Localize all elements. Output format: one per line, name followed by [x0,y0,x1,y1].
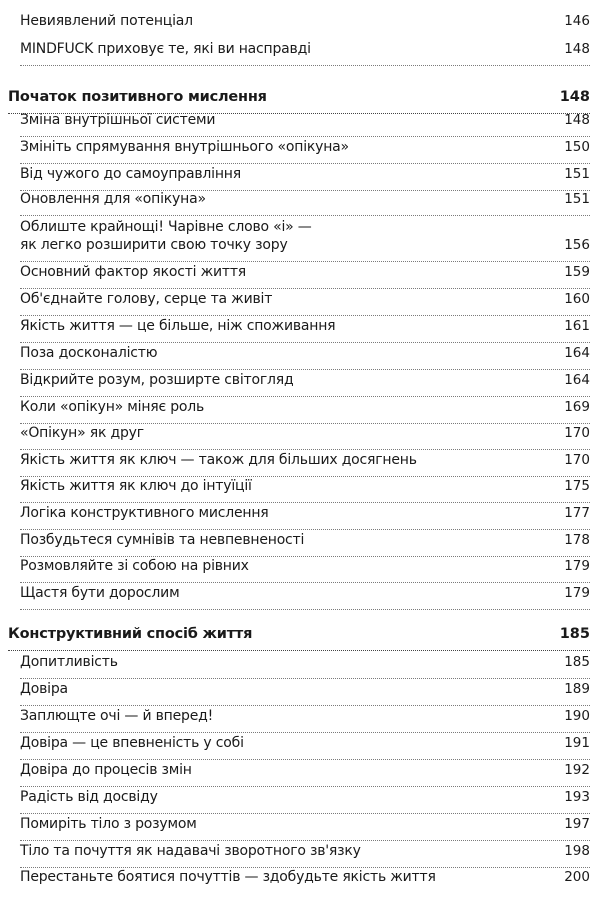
toc-entry-page: 170 [564,452,590,468]
toc-entry [0,165,600,183]
toc-entry [0,734,600,752]
toc-entry-page: 150 [564,139,590,155]
toc-entry-title: Довіра до процесів змін [20,762,192,778]
toc-entry-page: 146 [564,13,590,29]
toc-entry-page: 175 [564,478,590,494]
toc-entry-page: 161 [564,318,590,334]
toc-entry [0,584,600,602]
toc-entry-page: 159 [564,264,590,280]
toc-entry-page: 164 [564,372,590,388]
toc-entry [0,12,600,30]
toc-entry-title: Радість від досвіду [20,789,158,805]
toc-entry-title: Від чужого до самоуправління [20,166,241,182]
toc-entry-title: Щастя бути дорослим [20,585,180,601]
dotted-leader [20,840,590,841]
dotted-leader [20,288,590,289]
dotted-leader [8,650,590,651]
toc-entry [0,557,600,575]
toc-entry-title: Відкрийте розум, розширте світогляд [20,372,294,388]
toc-entry-page: 169 [564,399,590,415]
toc-entry [0,788,600,806]
dotted-leader [20,449,590,450]
toc-section-heading [0,88,600,106]
toc-section-page: 148 [559,89,590,105]
toc-entry-page: 148 [564,41,590,57]
toc-entry-title: Логіка конструктивного мислення [20,505,269,521]
toc-entry-page: 178 [564,532,590,548]
toc-entry-page: 148 [564,112,590,128]
dotted-leader [20,732,590,733]
toc-entry [0,398,600,416]
toc-entry [0,317,600,335]
toc-entry [0,504,600,522]
toc-entry-title: Заплющте очі — й вперед! [20,708,214,724]
toc-entry [0,290,600,308]
toc-entry-page: 198 [564,843,590,859]
dotted-leader [20,759,590,760]
toc-section-page: 185 [559,626,590,642]
toc-entry [0,218,600,254]
toc-entry-page: 190 [564,708,590,724]
dotted-leader [20,369,590,370]
toc-entry-title: Довіра [20,681,68,697]
toc-entry [0,344,600,362]
toc-entry [0,707,600,725]
toc-entry-title-line: Облиште крайнощі! Чарівне слово «і» — [20,219,312,235]
toc-entry-page: 151 [564,166,590,182]
toc-entry-page: 191 [564,735,590,751]
toc-entry-title: Якість життя як ключ до інтуїції [20,478,252,494]
toc-entry-title: Оновлення для «опікуна» [20,191,206,207]
dotted-leader [20,705,590,706]
dotted-leader [20,261,590,262]
dotted-leader [20,163,590,164]
toc-entry-title: Коли «опікун» міняє роль [20,399,205,415]
toc-entry-title: Розмовляйте зі собою на рівних [20,558,249,574]
toc-entry-title: Допитливість [20,654,118,670]
toc-entry-title: Основний фактор якості життя [20,264,247,280]
dotted-leader [20,315,590,316]
toc-entry-title: Змініть спрямування внутрішнього «опікуна» [20,139,349,155]
toc-entry [0,111,600,129]
toc-entry-title: Помиріть тіло з розумом [20,816,197,832]
toc-entry-title: Якість життя — це більше, ніж споживання [20,318,336,334]
toc-entry-page: 197 [564,816,590,832]
dotted-leader [20,342,590,343]
toc-entry [0,424,600,442]
toc-entry-page: 160 [564,291,590,307]
toc-entry [0,138,600,156]
toc-entry-page: 164 [564,345,590,361]
toc-entry-title: «Опікун» як друг [20,425,144,441]
toc-entry-page: 185 [564,654,590,670]
dotted-leader [20,678,590,679]
toc-entry-title-line: як легко розширити свою точку зору [20,237,288,253]
toc-entry [0,190,600,208]
toc-entry [0,653,600,671]
toc-entry-title [20,218,312,254]
dotted-leader [20,582,590,583]
toc-section-title: Конструктивний спосіб життя [8,626,253,642]
toc-entry-title: MINDFUCK приховує те, які ви насправді [20,41,311,57]
dotted-leader [20,502,590,503]
dotted-leader [20,215,590,216]
toc-entry-page: 177 [564,505,590,521]
toc-entry-title: Якість життя як ключ — також для більших досягнень [20,452,417,468]
toc-entry-title: Тіло та почуття як надавачі зворотного зв'язку [20,843,361,859]
dotted-leader [20,609,590,610]
toc-section-title: Початок позитивного мислення [8,89,267,105]
toc-entry [0,868,600,886]
toc-entry [0,263,600,281]
toc-entry-title: Об'єднайте голову, серце та живіт [20,291,273,307]
toc-entry-page: 170 [564,425,590,441]
toc-entry [0,680,600,698]
dotted-leader [20,813,590,814]
toc-entry [0,842,600,860]
toc-entry-page: 192 [564,762,590,778]
toc-section-heading [0,625,600,643]
toc-entry-title: Перестаньте боятися почуттів — здобудьте якість життя [20,869,436,885]
toc-entry-title: Невиявлений потенціал [20,13,193,29]
dotted-leader [20,786,590,787]
toc-entry-page: 179 [564,585,590,601]
toc-entry [0,40,600,58]
toc-entry-title: Зміна внутрішньої системи [20,112,216,128]
toc-entry-title: Поза досконалістю [20,345,158,361]
toc-entry [0,451,600,469]
dotted-leader [20,65,590,66]
dotted-leader [20,396,590,397]
dotted-leader [20,529,590,530]
toc-entry-page: 156 [564,237,590,253]
toc-entry-page: 200 [564,869,590,885]
toc-entry [0,761,600,779]
toc-entry-page: 193 [564,789,590,805]
toc-entry-page: 151 [564,191,590,207]
toc-entry [0,371,600,389]
toc-entry [0,531,600,549]
toc-entry-title: Позбудьтеся сумнівів та невпевненості [20,532,305,548]
toc-entry-title: Довіра — це впевненість у собі [20,735,244,751]
toc-entry-page: 189 [564,681,590,697]
dotted-leader [20,136,590,137]
toc-entry [0,815,600,833]
toc-entry [0,477,600,495]
toc-entry-page: 179 [564,558,590,574]
